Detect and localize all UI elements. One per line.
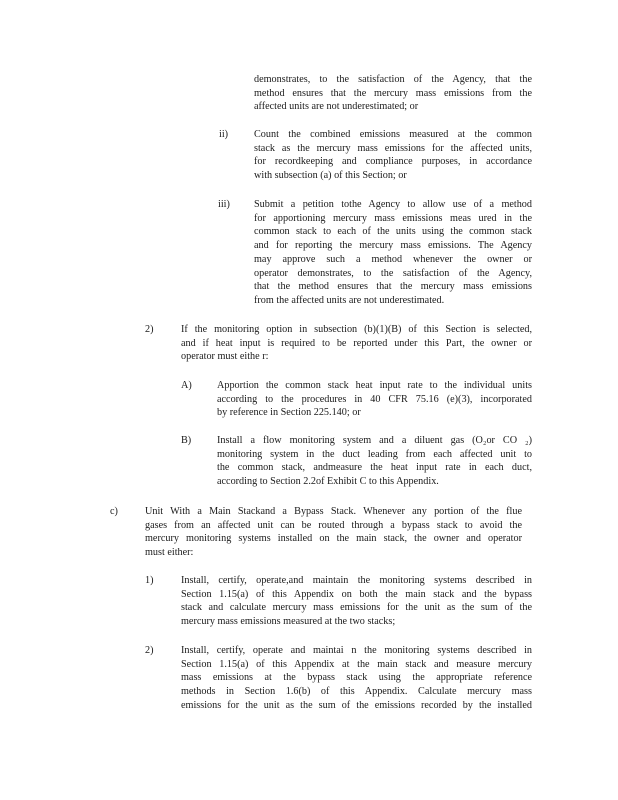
text-line: demonstrates, to the satisfaction of the Agency, that the [254, 74, 532, 85]
text-line: for apportioning mercury mass emissions meas ured in the [254, 212, 532, 224]
text-line: may approve such a method whenever the owner or [254, 253, 532, 265]
text-line: stack as the mercury mass emissions for the affected units, [254, 142, 532, 154]
text-line: emissions for the unit as the sum of the emissions recorded by the installed [181, 699, 532, 711]
text-line: from the affected units are not underestimated. [254, 294, 445, 306]
text-line: the common stack, andmeasure the heat input rate in each duct, [217, 462, 532, 474]
text-line: method ensures that the mercury mass emissions from the [254, 87, 532, 99]
text-line: for recordkeeping and compliance purposes, in accordance [254, 156, 532, 168]
continuation-paragraph [254, 73, 532, 114]
text-line: and if heat input is required to be reported under this Part, the owner or [181, 337, 532, 349]
text-line: that the method ensures that the mercury mass emissions [254, 281, 532, 293]
text-line: If the monitoring option in subsection (b)(1)(B) of this Section is selected, [181, 324, 532, 335]
text-line: by reference in Section 225.140; or [217, 407, 361, 419]
item-iii-paragraph [254, 198, 532, 308]
item-2-paragraph [181, 323, 532, 364]
text-line: Install, certify, operate,and maintain the monitoring systems described in [181, 575, 532, 586]
text-line: according to Section 2.2of Exhibit C to this Appendix. [217, 476, 439, 488]
text-line: affected units are not underestimated; or [254, 101, 419, 113]
text-line: mercury mass emissions measured at the two stacks; [181, 616, 396, 628]
text-line: Install a flow monitoring system and a diluent gas (O₂or CO ₂) [217, 435, 532, 446]
item-c1-paragraph [181, 574, 532, 629]
text-line: stack and calculate mercury mass emissions for the unit as the sum of the [181, 602, 532, 614]
item-ii-paragraph [254, 128, 532, 183]
item-label-c2: 2) [145, 645, 154, 656]
text-line: mass emissions at the bypass stack using the appropriate reference [181, 672, 532, 684]
item-label-ii: ii) [219, 129, 229, 140]
text-line: methods in Section 1.6(b) of this Appendix. Calculate mercury mass [181, 686, 532, 698]
text-line: Section 1.15(a) of this Appendix at the main stack and measure mercury [181, 658, 532, 670]
text-line: must either: [145, 547, 194, 559]
text-line: operator demonstrates, to the satisfaction of the Agency, [254, 267, 532, 279]
text-line: Unit With a Main Stackand a Bypass Stack. Whenever any portion of the flue [145, 506, 522, 517]
text-line: Apportion the common stack heat input rate to the individual units [217, 380, 532, 391]
text-line: according to the procedures in 40 CFR 75.16 (e)(3), incorporated [217, 393, 532, 405]
item-2B-paragraph [217, 434, 532, 489]
item-label-A: A) [181, 380, 192, 391]
item-2A-paragraph [217, 379, 532, 420]
text-line: Section 1.15(a) of this Appendix on both the main stack and the bypass [181, 588, 532, 600]
item-label-2: 2) [145, 324, 154, 335]
item-c-paragraph [145, 505, 522, 560]
item-label-c1: 1) [145, 575, 154, 586]
text-line: Count the combined emissions measured at the common [254, 129, 532, 140]
item-label-c: c) [110, 506, 118, 517]
item-label-B: B) [181, 435, 192, 446]
text-line: monitoring system in the duct leading from each affected unit to [217, 448, 532, 460]
text-line: Install, certify, operate and maintai n the monitoring systems described in [181, 645, 532, 656]
text-line: operator must eithe r: [181, 351, 269, 363]
item-c2-paragraph [181, 644, 532, 713]
text-line: gases from an affected unit can be routed through a bypass stack to avoid the [145, 519, 522, 531]
text-line: Submit a petition tothe Agency to allow use of a method [254, 199, 532, 210]
text-line: common stack to each of the units using the common stack [254, 226, 532, 238]
text-line: mercury monitoring systems installed on the main stack, the owner and operator [145, 533, 522, 545]
item-label-iii: iii) [218, 199, 230, 210]
text-line: and for reporting the mercury mass emissions. The Agency [254, 240, 532, 252]
text-line: with subsection (a) of this Section; or [254, 170, 407, 182]
